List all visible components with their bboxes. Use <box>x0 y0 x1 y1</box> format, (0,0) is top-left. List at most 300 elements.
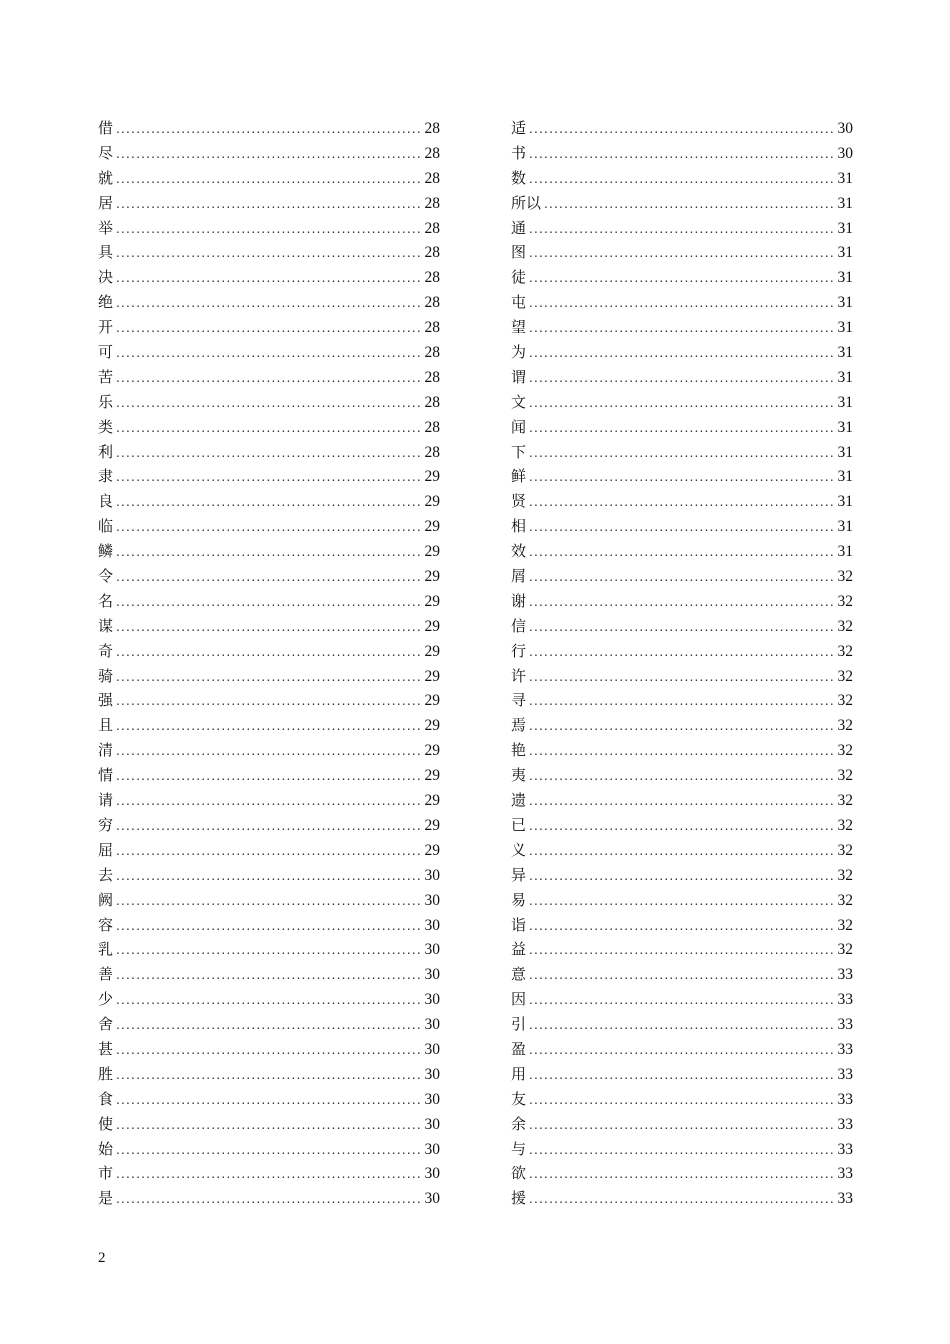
index-term: 苦 <box>98 367 114 386</box>
index-term: 意 <box>511 965 527 984</box>
index-term: 阙 <box>98 890 114 909</box>
index-term: 闻 <box>511 417 527 436</box>
index-page-ref: 32 <box>837 916 853 934</box>
index-entry <box>98 863 440 888</box>
index-term: 尽 <box>98 143 114 162</box>
index-entry <box>98 514 440 539</box>
index-entry <box>511 1087 853 1112</box>
index-term: 效 <box>511 542 527 561</box>
dot-leader <box>529 789 835 814</box>
index-term: 良 <box>98 492 114 511</box>
index-term: 开 <box>98 318 114 337</box>
index-page-ref: 32 <box>837 866 853 884</box>
index-term: 举 <box>98 218 114 237</box>
index-term: 徒 <box>511 268 527 287</box>
index-entry <box>98 1087 440 1112</box>
dot-leader <box>116 814 422 839</box>
dot-leader <box>116 963 422 988</box>
index-page-ref: 33 <box>837 966 853 984</box>
index-term: 艳 <box>511 741 527 760</box>
index-page-ref: 30 <box>424 941 440 959</box>
index-page-ref: 29 <box>424 767 440 785</box>
dot-leader <box>529 540 835 565</box>
index-page-ref: 31 <box>837 518 853 536</box>
index-term: 骑 <box>98 666 114 685</box>
index-page-ref: 29 <box>424 717 440 735</box>
index-term: 适 <box>511 119 527 137</box>
index-page-ref: 29 <box>424 592 440 610</box>
dot-leader <box>116 167 422 192</box>
index-page-ref: 30 <box>424 1165 440 1183</box>
index-entry <box>511 738 853 763</box>
index-entry <box>98 888 440 913</box>
dot-leader <box>116 764 422 789</box>
index-term: 善 <box>98 965 114 984</box>
dot-leader <box>529 241 835 266</box>
index-entry <box>98 141 440 166</box>
dot-leader <box>116 739 422 764</box>
dot-leader <box>116 192 422 217</box>
index-term: 借 <box>98 119 114 137</box>
index-entry <box>511 838 853 863</box>
index-page-ref: 33 <box>837 991 853 1009</box>
index-term: 用 <box>511 1064 527 1083</box>
dot-leader <box>529 889 835 914</box>
dot-leader <box>116 839 422 864</box>
index-entry <box>511 763 853 788</box>
index-page-ref: 32 <box>837 941 853 959</box>
index-entry <box>98 1137 440 1162</box>
index-term: 利 <box>98 442 114 461</box>
index-page-ref: 28 <box>424 344 440 362</box>
index-page-ref: 28 <box>424 393 440 411</box>
index-page-ref: 30 <box>424 1190 440 1208</box>
index-term: 令 <box>98 567 114 586</box>
index-page-ref: 33 <box>837 1140 853 1158</box>
index-entry <box>511 166 853 191</box>
index-term: 具 <box>98 243 114 262</box>
index-term: 夷 <box>511 766 527 785</box>
dot-leader <box>116 366 422 391</box>
index-entry <box>511 664 853 689</box>
index-page-ref: 29 <box>424 816 440 834</box>
index-term: 援 <box>511 1189 527 1208</box>
index-page-ref: 29 <box>424 568 440 586</box>
index-term: 益 <box>511 940 527 959</box>
index-page-ref: 33 <box>837 1190 853 1208</box>
index-entry <box>98 639 440 664</box>
dot-leader <box>529 490 835 515</box>
dot-leader <box>529 441 835 466</box>
index-entry <box>98 440 440 465</box>
index-page-ref: 33 <box>837 1165 853 1183</box>
index-page-ref: 31 <box>837 294 853 312</box>
dot-leader <box>116 316 422 341</box>
index-entry <box>98 464 440 489</box>
index-term: 余 <box>511 1114 527 1133</box>
index-page-ref: 29 <box>424 617 440 635</box>
index-page-ref: 28 <box>424 368 440 386</box>
index-entry <box>98 987 440 1012</box>
index-page-ref: 29 <box>424 543 440 561</box>
index-page-ref: 31 <box>837 269 853 287</box>
index-term: 数 <box>511 168 527 187</box>
index-entry <box>98 913 440 938</box>
dot-leader <box>529 1162 835 1187</box>
index-page-ref: 30 <box>424 1115 440 1133</box>
index-page-ref: 32 <box>837 568 853 586</box>
index-page-ref: 31 <box>837 418 853 436</box>
dot-leader <box>116 590 422 615</box>
index-entry <box>98 340 440 365</box>
index-entry <box>98 937 440 962</box>
index-term: 食 <box>98 1089 114 1108</box>
index-page-ref: 30 <box>424 866 440 884</box>
index-page-ref: 32 <box>837 642 853 660</box>
index-term: 文 <box>511 392 527 411</box>
index-term: 始 <box>98 1139 114 1158</box>
index-page-ref: 32 <box>837 667 853 685</box>
dot-leader <box>529 739 835 764</box>
dot-leader <box>529 316 835 341</box>
dot-leader <box>116 1187 422 1212</box>
index-entry <box>98 1186 440 1211</box>
index-entry <box>98 315 440 340</box>
index-page-ref: 30 <box>424 991 440 1009</box>
index-term: 舍 <box>98 1015 114 1034</box>
index-term: 屯 <box>511 293 527 312</box>
index-page-ref: 32 <box>837 767 853 785</box>
index-page-ref: 31 <box>837 169 853 187</box>
index-entry <box>511 116 853 141</box>
index-term: 义 <box>511 840 527 859</box>
index-page-ref: 33 <box>837 1040 853 1058</box>
index-entry <box>511 1161 853 1186</box>
index-page-ref: 32 <box>837 742 853 760</box>
index-entry <box>511 290 853 315</box>
index-term: 遗 <box>511 791 527 810</box>
dot-leader <box>529 565 835 590</box>
index-term: 情 <box>98 766 114 785</box>
dot-leader <box>116 341 422 366</box>
index-term: 谓 <box>511 367 527 386</box>
index-term: 引 <box>511 1015 527 1034</box>
index-entry <box>511 365 853 390</box>
dot-leader <box>529 714 835 739</box>
dot-leader <box>529 142 835 167</box>
index-page-ref: 28 <box>424 418 440 436</box>
index-term: 市 <box>98 1164 114 1183</box>
index-term: 盈 <box>511 1039 527 1058</box>
index-page-ref: 28 <box>424 144 440 162</box>
index-term: 相 <box>511 517 527 536</box>
index-entry <box>98 1112 440 1137</box>
index-term: 欲 <box>511 1164 527 1183</box>
dot-leader <box>529 1088 835 1113</box>
index-page-ref: 30 <box>424 1040 440 1058</box>
page-number: 2 <box>98 1250 106 1266</box>
dot-leader <box>116 1088 422 1113</box>
index-term: 信 <box>511 616 527 635</box>
index-entry <box>98 813 440 838</box>
index-page-ref: 28 <box>424 120 440 137</box>
index-entry <box>511 1012 853 1037</box>
index-entry <box>98 240 440 265</box>
dot-leader <box>116 864 422 889</box>
index-entry <box>511 340 853 365</box>
dot-leader <box>116 217 422 242</box>
index-entry <box>98 1012 440 1037</box>
index-page-ref: 29 <box>424 518 440 536</box>
index-page-ref: 28 <box>424 443 440 461</box>
index-page-ref: 33 <box>837 1090 853 1108</box>
index-entry <box>511 415 853 440</box>
index-entry <box>511 589 853 614</box>
index-entry <box>511 788 853 813</box>
index-term: 焉 <box>511 716 527 735</box>
index-entry <box>98 166 440 191</box>
dot-leader <box>529 1013 835 1038</box>
index-term: 下 <box>511 442 527 461</box>
index-term: 为 <box>511 343 527 362</box>
index-term: 容 <box>98 915 114 934</box>
dot-leader <box>116 689 422 714</box>
dot-leader <box>116 266 422 291</box>
dot-leader <box>529 341 835 366</box>
index-page-ref: 31 <box>837 319 853 337</box>
dot-leader <box>116 142 422 167</box>
index-entry <box>98 265 440 290</box>
index-entry <box>511 813 853 838</box>
index-entry <box>98 962 440 987</box>
dot-leader <box>529 988 835 1013</box>
index-term: 许 <box>511 666 527 685</box>
index-entry <box>511 240 853 265</box>
dot-leader <box>116 291 422 316</box>
index-entry <box>511 1062 853 1087</box>
index-page-ref: 32 <box>837 891 853 909</box>
index-term: 易 <box>511 890 527 909</box>
index-term: 名 <box>98 591 114 610</box>
index-term: 图 <box>511 243 527 262</box>
dot-leader <box>529 938 835 963</box>
index-term: 谢 <box>511 591 527 610</box>
index-entry <box>98 489 440 514</box>
index-page-ref: 28 <box>424 269 440 287</box>
dot-leader <box>116 1038 422 1063</box>
index-entry <box>511 564 853 589</box>
index-page-ref: 30 <box>424 891 440 909</box>
index-term: 书 <box>511 143 527 162</box>
dot-leader <box>529 963 835 988</box>
index-page-ref: 30 <box>837 120 853 137</box>
dot-leader <box>116 441 422 466</box>
index-page-ref: 29 <box>424 742 440 760</box>
dot-leader <box>529 590 835 615</box>
index-entry <box>511 539 853 564</box>
index-page-ref: 31 <box>837 393 853 411</box>
dot-leader <box>116 1162 422 1187</box>
dot-leader <box>529 615 835 640</box>
dot-leader <box>116 1063 422 1088</box>
index-entry <box>511 713 853 738</box>
index-term: 类 <box>98 417 114 436</box>
index-entry <box>98 664 440 689</box>
index-entry <box>511 639 853 664</box>
index-page-ref: 32 <box>837 592 853 610</box>
dot-leader <box>529 1038 835 1063</box>
index-term: 屑 <box>511 567 527 586</box>
index-page-ref: 31 <box>837 368 853 386</box>
index-term: 清 <box>98 741 114 760</box>
index-page-ref: 29 <box>424 667 440 685</box>
dot-leader <box>116 665 422 690</box>
index-term: 鲜 <box>511 467 527 486</box>
index-entry <box>511 1186 853 1211</box>
index-entry <box>511 937 853 962</box>
index-term: 且 <box>98 716 114 735</box>
index-term: 临 <box>98 517 114 536</box>
dot-leader <box>529 391 835 416</box>
index-page-ref: 30 <box>424 1140 440 1158</box>
index-page-ref: 28 <box>424 319 440 337</box>
index-entry <box>511 315 853 340</box>
index-page-ref: 28 <box>424 294 440 312</box>
index-page-ref: 29 <box>424 493 440 511</box>
index-term: 去 <box>98 865 114 884</box>
index-term: 异 <box>511 865 527 884</box>
dot-leader <box>116 938 422 963</box>
index-entry <box>98 191 440 216</box>
index-term: 隶 <box>98 467 114 486</box>
dot-leader <box>116 565 422 590</box>
dot-leader <box>529 465 835 490</box>
dot-leader <box>529 167 835 192</box>
index-entry <box>98 290 440 315</box>
index-entry <box>511 440 853 465</box>
dot-leader <box>529 689 835 714</box>
index-term: 穷 <box>98 815 114 834</box>
dot-leader <box>529 814 835 839</box>
index-page-ref: 32 <box>837 792 853 810</box>
index-page-ref: 31 <box>837 219 853 237</box>
index-entry <box>98 688 440 713</box>
index-term: 与 <box>511 1139 527 1158</box>
index-entry <box>511 987 853 1012</box>
index-column-right <box>511 116 853 1211</box>
index-term: 所以 <box>511 193 542 212</box>
index-entry <box>98 788 440 813</box>
index-entry <box>98 1062 440 1087</box>
index-term: 强 <box>98 691 114 710</box>
dot-leader <box>529 839 835 864</box>
index-entry <box>511 141 853 166</box>
index-entry <box>98 1161 440 1186</box>
dot-leader <box>529 515 835 540</box>
dot-leader <box>529 1063 835 1088</box>
index-entry <box>98 838 440 863</box>
index-term: 贤 <box>511 492 527 511</box>
index-term: 寻 <box>511 691 527 710</box>
index-term: 绝 <box>98 293 114 312</box>
index-term: 因 <box>511 990 527 1009</box>
index-term: 乐 <box>98 392 114 411</box>
index-page-ref: 31 <box>837 493 853 511</box>
index-page-ref: 31 <box>837 244 853 262</box>
index-entry <box>98 116 440 141</box>
dot-leader <box>116 117 422 142</box>
index-column-left <box>98 116 440 1211</box>
index-page-ref: 33 <box>837 1115 853 1133</box>
index-page-ref: 29 <box>424 468 440 486</box>
index-term: 屈 <box>98 840 114 859</box>
dot-leader <box>116 1013 422 1038</box>
index-entry <box>511 913 853 938</box>
dot-leader <box>116 465 422 490</box>
index-page-ref: 30 <box>424 1065 440 1083</box>
index-entry <box>511 265 853 290</box>
dot-leader <box>116 391 422 416</box>
dot-leader <box>116 540 422 565</box>
dot-leader <box>529 366 835 391</box>
index-term: 请 <box>98 791 114 810</box>
dot-leader <box>529 640 835 665</box>
index-page-ref: 30 <box>424 1090 440 1108</box>
index-entry <box>98 216 440 241</box>
dot-leader <box>116 914 422 939</box>
dot-leader <box>116 241 422 266</box>
index-entry <box>98 1037 440 1062</box>
index-term: 可 <box>98 343 114 362</box>
index-page-ref: 31 <box>837 194 853 212</box>
index-entry <box>511 863 853 888</box>
index-page-ref: 29 <box>424 792 440 810</box>
index-entry <box>98 390 440 415</box>
index-entry <box>511 1137 853 1162</box>
index-page-ref: 32 <box>837 816 853 834</box>
index-entry <box>98 738 440 763</box>
index-term: 已 <box>511 815 527 834</box>
index-page-ref: 31 <box>837 344 853 362</box>
index-page-ref: 33 <box>837 1065 853 1083</box>
dot-leader <box>116 889 422 914</box>
dot-leader <box>116 515 422 540</box>
dot-leader <box>529 117 835 142</box>
dot-leader <box>116 988 422 1013</box>
index-page-ref: 29 <box>424 841 440 859</box>
index-term: 诣 <box>511 915 527 934</box>
index-page-ref: 32 <box>837 692 853 710</box>
index-page-ref: 28 <box>424 219 440 237</box>
dot-leader <box>529 914 835 939</box>
index-term: 居 <box>98 193 114 212</box>
dot-leader <box>544 192 835 217</box>
dot-leader <box>116 1138 422 1163</box>
index-entry <box>511 614 853 639</box>
index-term: 望 <box>511 318 527 337</box>
index-page-ref: 29 <box>424 642 440 660</box>
index-term: 决 <box>98 268 114 287</box>
index-entry <box>511 888 853 913</box>
dot-leader <box>116 714 422 739</box>
index-page-ref: 29 <box>424 692 440 710</box>
dot-leader <box>529 764 835 789</box>
index-page-ref: 30 <box>424 916 440 934</box>
index-entry <box>511 1037 853 1062</box>
index-page-ref: 28 <box>424 169 440 187</box>
index-entry <box>98 564 440 589</box>
index-term: 是 <box>98 1189 114 1208</box>
